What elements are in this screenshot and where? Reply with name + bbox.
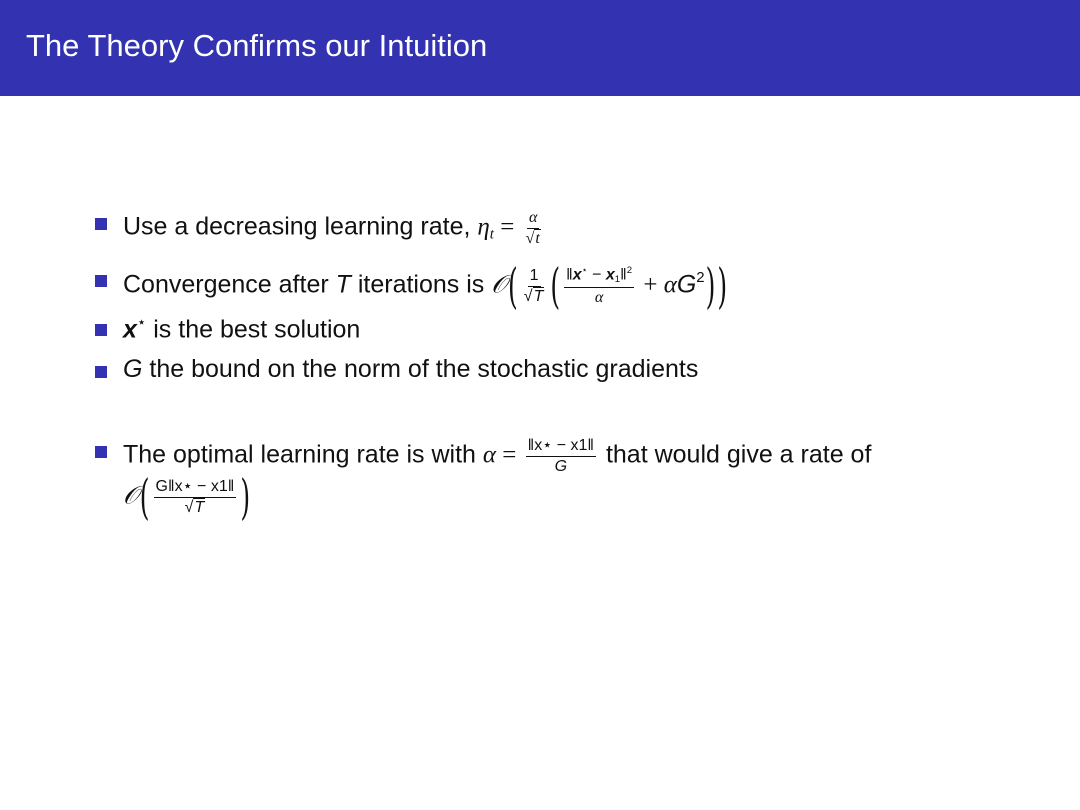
math-big-o: 𝒪 bbox=[123, 480, 139, 510]
math-denominator bbox=[183, 498, 208, 517]
bullet-convergence bbox=[123, 258, 728, 314]
norm-close: ‖ bbox=[620, 266, 627, 284]
math-paren: ) bbox=[240, 469, 251, 525]
math-equals: = bbox=[493, 213, 521, 241]
math-x1: x bbox=[605, 266, 615, 284]
bullet-text: is the best solution bbox=[146, 315, 361, 344]
math-numerator: G‖x⋆ − x1‖ bbox=[154, 478, 237, 498]
math-denominator: α bbox=[594, 288, 604, 306]
math-t-subscript: t bbox=[489, 226, 494, 243]
math-alpha: α bbox=[663, 271, 677, 299]
bullet-text: The optimal learning rate is with bbox=[123, 440, 483, 469]
math-square: 2 bbox=[696, 269, 705, 287]
math-paren: ) bbox=[705, 258, 716, 314]
math-star: ⋆ bbox=[136, 314, 147, 331]
slide-title: The Theory Confirms our Intuition bbox=[26, 28, 488, 63]
math-big-o: 𝒪 bbox=[491, 269, 508, 299]
math-denominator bbox=[522, 287, 547, 306]
norm-open: ‖ bbox=[566, 266, 573, 284]
math-equals: = bbox=[496, 441, 523, 469]
math-x: x bbox=[572, 266, 582, 284]
sqrt-symbol: √ bbox=[184, 498, 194, 516]
math-denominator: G bbox=[554, 457, 568, 475]
bullet-learning-rate bbox=[123, 209, 546, 247]
math-paren: ( bbox=[550, 258, 561, 314]
math-numerator: 1 bbox=[528, 267, 541, 287]
math-subscript: 1 bbox=[614, 274, 621, 286]
math-numerator bbox=[564, 266, 634, 288]
bullet-text: the bound on the norm of the stochastic gradients bbox=[142, 355, 699, 383]
bullet-text: Use a decreasing learning rate, bbox=[123, 212, 478, 241]
bullet-text: Convergence after bbox=[123, 270, 336, 299]
math-eta: η bbox=[477, 213, 490, 241]
bullet-text: iterations is bbox=[350, 270, 492, 299]
math-minus: − bbox=[587, 266, 606, 284]
math-square: 2 bbox=[626, 265, 633, 276]
math-fraction bbox=[524, 209, 543, 247]
math-t: t bbox=[535, 229, 540, 247]
math-paren: ( bbox=[139, 469, 150, 525]
math-numerator: ‖x⋆ − x1‖ bbox=[526, 437, 596, 457]
math-T: T bbox=[533, 287, 544, 305]
sqrt-symbol: √ bbox=[525, 229, 535, 247]
slide-header bbox=[0, 0, 1080, 96]
math-fraction bbox=[526, 437, 596, 475]
math-numerator: α bbox=[527, 209, 539, 229]
math-fraction bbox=[564, 266, 634, 306]
bullet-marker bbox=[95, 218, 107, 230]
bullet-marker bbox=[95, 324, 107, 336]
sqrt-symbol: √ bbox=[523, 287, 533, 305]
bullet-marker bbox=[95, 366, 107, 378]
math-plus: + bbox=[637, 271, 664, 299]
bullet-text: that would give a rate of bbox=[599, 440, 872, 469]
math-fraction bbox=[522, 267, 547, 305]
math-paren: ) bbox=[717, 258, 728, 314]
math-denominator bbox=[524, 229, 543, 248]
math-fraction bbox=[154, 478, 237, 516]
math-G: G bbox=[123, 355, 143, 383]
bullet-optimal-rate bbox=[123, 437, 871, 475]
math-G: G bbox=[676, 270, 697, 299]
math-paren: ( bbox=[508, 258, 518, 314]
math-star: ⋆ bbox=[581, 265, 588, 276]
math-T: T bbox=[335, 270, 351, 299]
math-alpha: α bbox=[482, 441, 497, 469]
bullet-best-solution bbox=[123, 315, 360, 343]
bullet-optimal-rate-continued bbox=[123, 469, 251, 525]
math-T: T bbox=[194, 498, 205, 516]
math-x: x bbox=[123, 315, 137, 344]
bullet-gradient-bound bbox=[123, 357, 698, 382]
bullet-marker bbox=[95, 446, 107, 458]
bullet-marker bbox=[95, 275, 107, 287]
